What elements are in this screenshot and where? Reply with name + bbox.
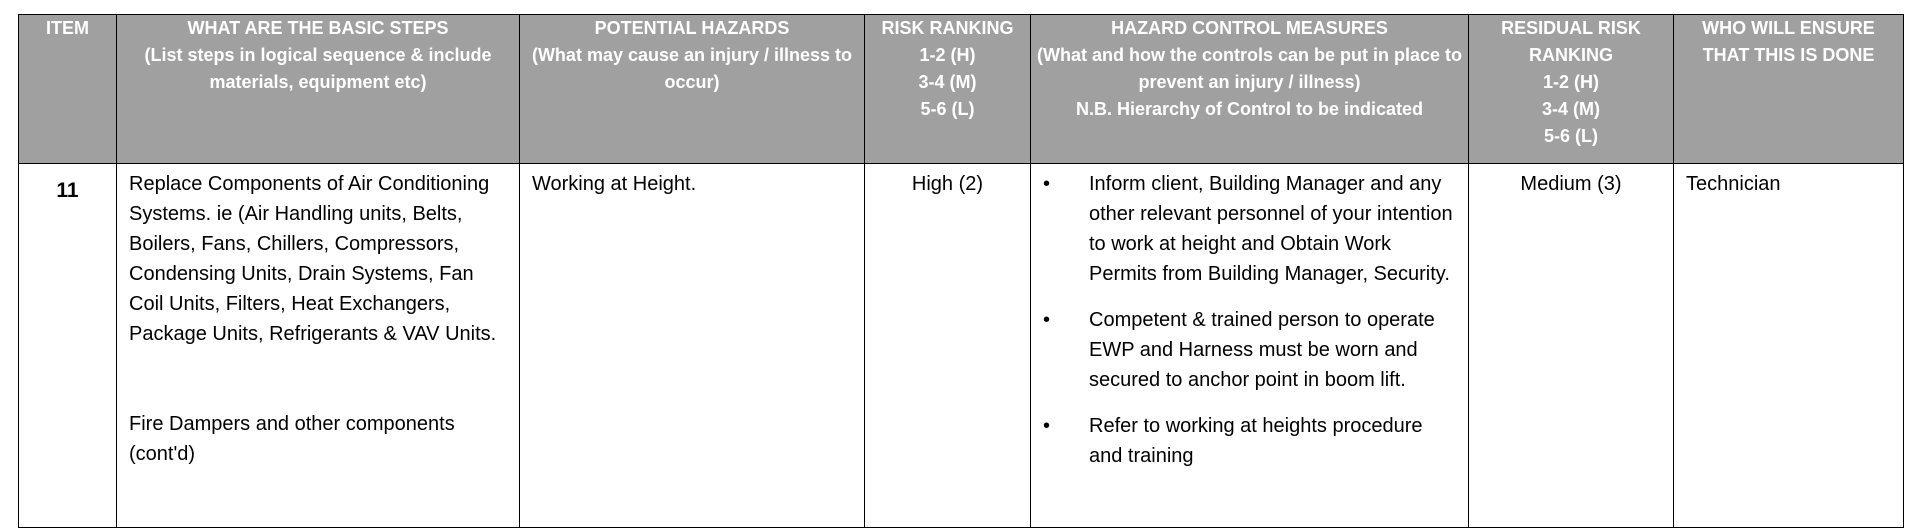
list-item: • Refer to working at heights procedure and training (1043, 411, 1456, 471)
header-residual-risk-ranking: RESIDUAL RISK RANKING 1-2 (H) 3-4 (M) 5-6 (L) (1469, 15, 1674, 164)
control-measures-list (1043, 169, 1456, 471)
basic-steps-cell (117, 164, 520, 528)
header-potential-hazards: POTENTIAL HAZARDS (What may cause an injury / illness to occur) (520, 15, 865, 164)
item-number: 11 (19, 164, 117, 528)
step-text: Fire Dampers and other components (cont'd) (129, 413, 455, 465)
potential-hazard-cell: Working at Height. (520, 164, 865, 528)
risk-assessment-table (18, 14, 1904, 528)
header-hazard-control-measures: HAZARD CONTROL MEASURES (What and how the controls can be put in place to prevent an injury / illness) N.B. Hierarchy of Control to be indicated (1031, 15, 1469, 164)
table-header (19, 15, 1904, 164)
responsible-person-cell: Technician (1674, 164, 1904, 528)
header-risk-ranking: RISK RANKING 1-2 (H) 3-4 (M) 5-6 (L) (865, 15, 1031, 164)
header-item: ITEM (19, 15, 117, 164)
control-measures-cell (1031, 164, 1469, 528)
header-row (19, 15, 1904, 164)
step-text: Replace Components of Air Conditioning Systems. ie (Air Handling units, Belts, Boilers, Fans, Chillers, Compressors, Condensing Units, Drain Systems, Fan Coil Units, Filters, Heat Exchangers, Package Units, Refrigerants & VAV Units. (129, 173, 497, 345)
risk-ranking-cell: High (2) (865, 164, 1031, 528)
header-basic-steps: WHAT ARE THE BASIC STEPS (List steps in logical sequence & include materials, equipment etc) (117, 15, 520, 164)
list-item: • Inform client, Building Manager and any other relevant personnel of your intention to work at height and Obtain Work Permits from Building Manager, Security. (1043, 169, 1456, 289)
residual-risk-cell: Medium (3) (1469, 164, 1674, 528)
list-item: • Competent & trained person to operate EWP and Harness must be worn and secured to anchor point in boom lift. (1043, 305, 1456, 395)
header-who-will-ensure: WHO WILL ENSURE THAT THIS IS DONE (1674, 15, 1904, 164)
table-row (19, 164, 1904, 528)
